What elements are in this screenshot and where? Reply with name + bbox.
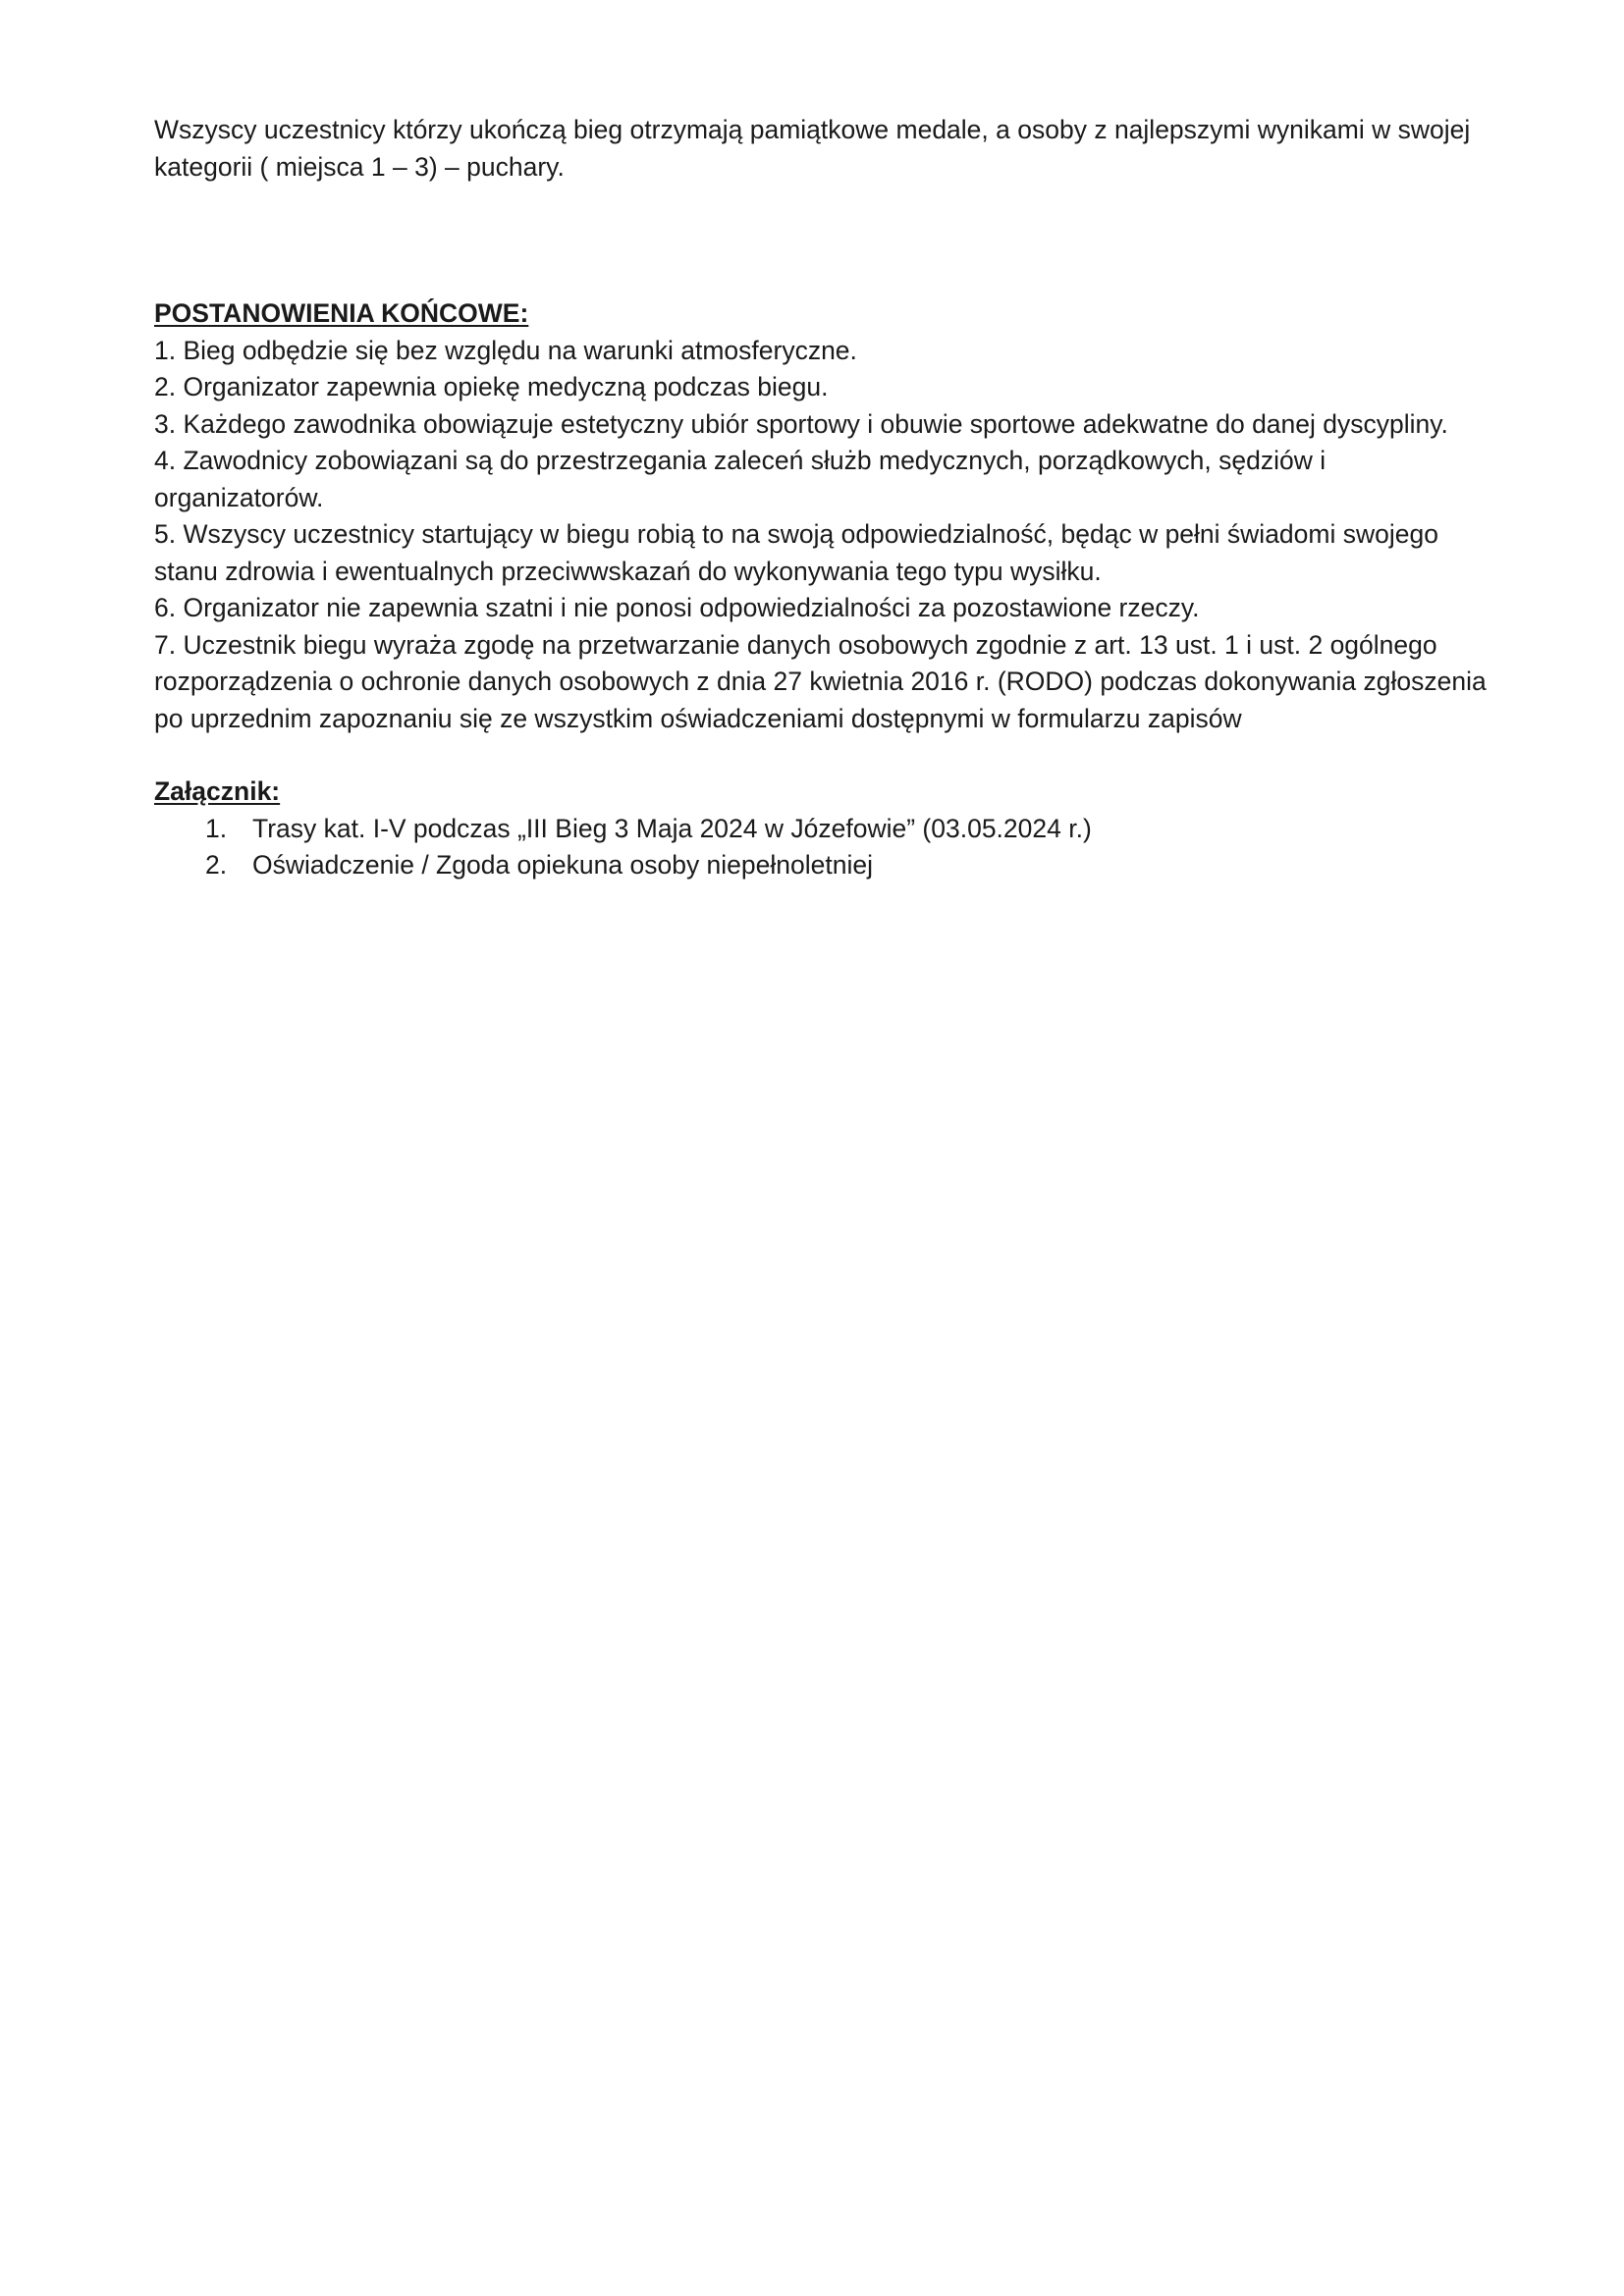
attachments-list bbox=[154, 811, 1489, 884]
provision-item-6: 6. Organizator nie zapewnia szatni i nie ponosi odpowiedzialności za pozostawione rzeczy. bbox=[154, 593, 1200, 622]
provision-item-4: 4. Zawodnicy zobowiązani są do przestrzegania zaleceń służb medycznych, porządkowych, sędziów i organizatorów. bbox=[154, 446, 1326, 512]
attachment-text: Oświadczenie / Zgoda opiekuna osoby niepełnoletniej bbox=[252, 850, 874, 880]
attachments-heading: Załącznik: bbox=[154, 776, 281, 806]
attachment-item-1 bbox=[154, 811, 1489, 848]
attachment-text: Trasy kat. I-V podczas „III Bieg 3 Maja 2024 w Józefowie” (03.05.2024 r.) bbox=[252, 813, 1092, 843]
attachment-item-2 bbox=[154, 847, 1489, 884]
provision-item-2: 2. Organizator zapewnia opiekę medyczną podczas biegu. bbox=[154, 372, 829, 401]
attachment-number: 2. bbox=[205, 850, 228, 880]
final-provisions-heading: POSTANOWIENIA KOŃCOWE: bbox=[154, 298, 529, 328]
page-content bbox=[154, 112, 1489, 884]
provision-item-7: 7. Uczestnik biegu wyraża zgodę na przetwarzanie danych osobowych zgodnie z art. 13 ust. 1 i ust. 2 ogólnego rozporządzenia o ochronie danych osobowych z dnia 27 kwietnia 2016 r. (RODO) podczas dokonywania zgłoszenia po uprzednim zapoznaniu się ze wszystkim oświadczeniami dostępnymi w formularzu zapisów bbox=[154, 629, 1487, 733]
attachment-number: 1. bbox=[205, 813, 228, 843]
provision-item-3: 3. Każdego zawodnika obowiązuje estetyczny ubiór sportowy i obuwie sportowe adekwatne do danej dyscypliny. bbox=[154, 408, 1448, 439]
intro-paragraph: Wszyscy uczestnicy którzy ukończą bieg otrzymają pamiątkowe medale, a osoby z najlepszymi wynikami w swojej kategorii ( miejsca 1 – 3) – puchary. bbox=[154, 115, 1471, 182]
provision-item-1: 1. Bieg odbędzie się bez względu na warunki atmosferyczne. bbox=[154, 335, 857, 365]
provision-item-5: 5. Wszyscy uczestnicy startujący w biegu robią to na swoją odpowiedzialność, będąc w pełni świadomi swojego stanu zdrowia i ewentualnych przeciwwskazań do wykonywania tego typu wysiłku. bbox=[154, 519, 1438, 586]
